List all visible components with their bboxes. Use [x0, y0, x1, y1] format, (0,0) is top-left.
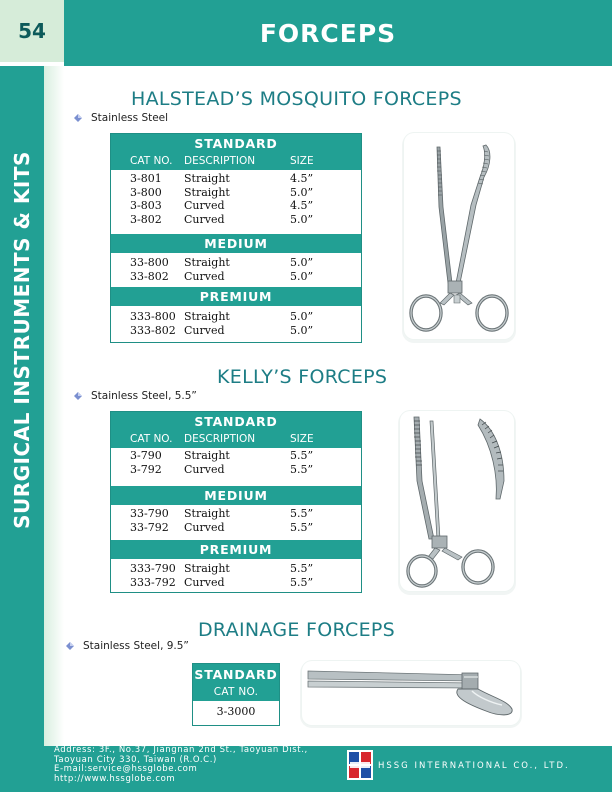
col-desc-header: DESCRIPTION: [184, 433, 256, 445]
table-row: 333-800 Straight 5.0”: [130, 310, 314, 323]
table-row: 3-803 Curved 4.5”: [130, 199, 314, 212]
drainage-forceps-icon: [302, 661, 520, 725]
drainage-material: [66, 640, 189, 652]
footer-address-line1: Address: 3F., No.37, Jiangnan 2nd St., Taoyuan Dist.,: [54, 745, 308, 755]
halstead-column-headers: [111, 153, 361, 170]
footer-company-name: HSSG INTERNATIONAL CO., LTD.: [378, 761, 570, 771]
side-category-title: SURGICAL INSTRUMENTS & KITS: [10, 151, 34, 529]
diamond-bullet-icon: [74, 392, 82, 400]
halstead-material: [74, 112, 168, 124]
halstead-medium-rows: [111, 253, 361, 287]
table-row: 3-790 Straight 5.5”: [130, 449, 314, 462]
halstead-material-text: Stainless Steel: [91, 112, 169, 124]
mosquito-forceps-icon: [404, 133, 514, 339]
table-row: 33-802 Curved 5.0”: [130, 269, 314, 283]
table-row: 3-802 Curved 5.0”: [130, 212, 314, 226]
halstead-spec-table: [110, 133, 362, 343]
kelly-column-headers: [111, 431, 361, 448]
halstead-medium-band: MEDIUM: [111, 234, 361, 253]
kelly-medium-rows: [111, 505, 361, 540]
company-logo-icon: [347, 750, 373, 780]
footer-website[interactable]: http://www.hssglobe.com: [54, 773, 176, 784]
table-row: 33-800 Straight 5.0”: [130, 256, 314, 269]
col-desc-header: DESCRIPTION: [184, 155, 256, 167]
kelly-forceps-icon: [400, 411, 514, 591]
halstead-forceps-photo: [404, 133, 514, 339]
halstead-premium-band: PREMIUM: [111, 287, 361, 306]
side-shade: [44, 66, 64, 746]
footer-email[interactable]: E-mail:service@hssglobe.com: [54, 764, 198, 775]
kelly-material: [74, 390, 197, 402]
kelly-standard-band: STANDARD: [111, 412, 361, 431]
page-number-box: [0, 0, 64, 62]
drainage-forceps-photo: [302, 661, 520, 725]
kelly-premium-rows: [111, 559, 361, 589]
page-title: FORCEPS: [259, 18, 397, 48]
col-cat-header: CAT NO.: [130, 433, 173, 445]
diamond-bullet-icon: [74, 114, 82, 122]
table-row: 333-792 Curved 5.5”: [130, 575, 314, 589]
kelly-title: KELLY’S FORCEPS: [217, 366, 388, 388]
table-row: 3-800 Straight 5.0”: [130, 185, 314, 199]
kelly-premium-band: PREMIUM: [111, 540, 361, 559]
halstead-title: HALSTEAD’S MOSQUITO FORCEPS: [131, 88, 462, 110]
drainage-cat-value: 3-3000: [216, 705, 256, 718]
kelly-spec-table: [110, 411, 362, 593]
drainage-spec-table: [192, 663, 280, 726]
halstead-premium-rows: [111, 306, 361, 337]
drainage-title: DRAINAGE FORCEPS: [198, 619, 396, 641]
table-row: 33-792 Curved 5.5”: [130, 520, 314, 534]
table-row: 33-790 Straight 5.5”: [130, 507, 314, 520]
drainage-standard-band: STANDARD: [193, 664, 279, 684]
col-size-header: SIZE: [290, 433, 314, 445]
table-row: 3-801 Straight 4.5”: [130, 172, 314, 185]
kelly-standard-rows: [111, 448, 361, 486]
halstead-standard-band: STANDARD: [111, 134, 361, 153]
kelly-forceps-photo: [400, 411, 514, 591]
kelly-material-text: Stainless Steel, 5.5”: [91, 390, 197, 402]
diamond-bullet-icon: [66, 642, 74, 650]
page-number: 54: [18, 19, 46, 43]
col-cat-header: CAT NO.: [130, 155, 173, 167]
table-row: 333-802 Curved 5.0”: [130, 323, 314, 337]
table-row: 3-792 Curved 5.5”: [130, 462, 314, 476]
col-size-header: SIZE: [290, 155, 314, 167]
drainage-material-text: Stainless Steel, 9.5”: [83, 640, 189, 652]
table-row: 333-790 Straight 5.5”: [130, 562, 314, 575]
kelly-medium-band: MEDIUM: [111, 486, 361, 505]
footer-contact: [54, 746, 308, 784]
drainage-cat-header: CAT NO.: [193, 684, 279, 701]
footer-address-line2: Taoyuan City 330, Taiwan (R.O.C.): [54, 754, 217, 765]
halstead-standard-rows: [111, 170, 361, 229]
header-bar: [64, 0, 612, 66]
